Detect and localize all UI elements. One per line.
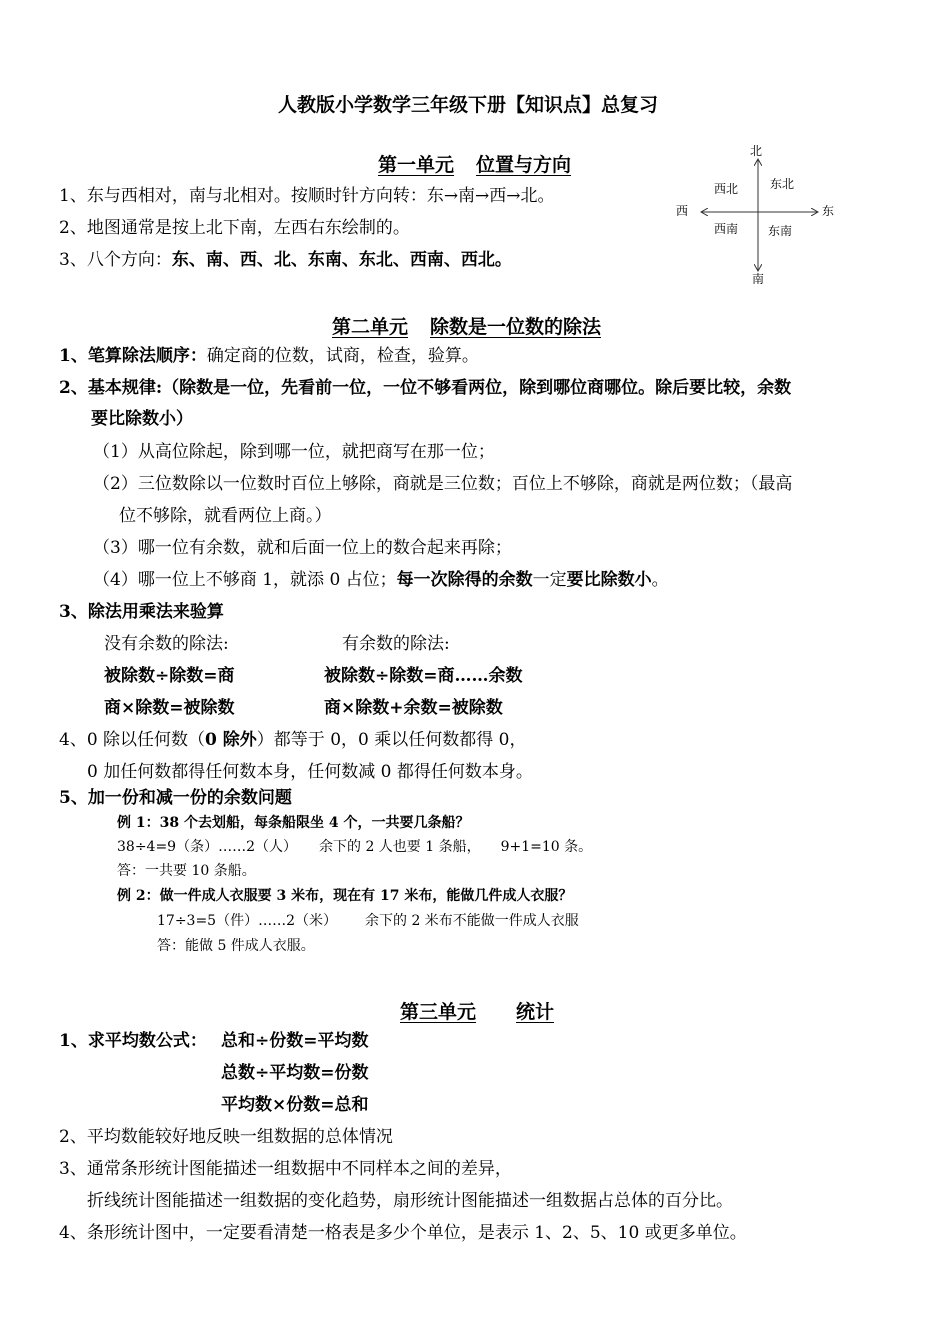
unit3-item1-prefix: 1、求平均数公式： <box>59 1031 207 1051</box>
example2-question: 例 2：做一件成人衣服要 3 米布，现在有 17 米布，能做几件成人衣服？ <box>117 888 573 904</box>
unit1-heading-topic: 位置与方向 <box>476 154 572 176</box>
unit3-heading <box>400 997 554 1024</box>
unit2-item1-text: 确定商的位数，试商，检查，验算。 <box>206 346 479 366</box>
compass-northeast-label: 东北 <box>770 177 795 191</box>
unit1-item1: 1、东与西相对，南与北相对。按顺时针方向转：东→南→西→北。 <box>59 186 555 206</box>
compass-south-label: 南 <box>752 272 765 286</box>
with-remainder-formula1: 被除数÷除数=商……余数 <box>324 666 523 686</box>
example1-sum: 9+1=10 条。 <box>500 839 593 855</box>
average-formula2: 总数÷平均数=份数 <box>221 1063 369 1083</box>
example2-answer: 答：能做 5 件成人衣服。 <box>157 938 315 954</box>
example2-calc: 17÷3=5（件）……2（米） <box>157 913 337 929</box>
unit2-item1 <box>59 345 479 367</box>
unit3-item4: 4、条形统计图中，一定要看清楚一格表是多少个单位，是表示 1、2、5、10 或更多单位。 <box>59 1223 747 1243</box>
unit2-heading-topic: 除数是一位数的除法 <box>430 316 602 338</box>
example1-answer: 答：一共要 10 条船。 <box>117 863 256 879</box>
unit2-sub3: （3）哪一位有余数，就和后面一位上的数合起来再除； <box>93 538 512 558</box>
unit2-sub4-c: 一定 <box>532 570 567 590</box>
compass-west-label: 西 <box>676 204 689 218</box>
with-remainder-label: 有余数的除法: <box>342 634 450 654</box>
unit2-item2-line1: 2、基本规律:（除数是一位，先看前一位，一位不够看两位，除到哪位商哪位。除后要比较，余数 <box>59 378 792 398</box>
unit1-item3-directions: 东、南、西、北、东南、东北、西南、西北。 <box>171 250 512 270</box>
unit2-sub4 <box>93 569 669 591</box>
unit2-heading-prefix: 第二单元 <box>332 316 409 338</box>
unit1-item2: 2、地图通常是按上北下南，左西右东绘制的。 <box>59 218 410 238</box>
compass-east-label: 东 <box>822 204 835 218</box>
unit1-heading <box>378 150 571 177</box>
document-title: 人教版小学数学三年级下册【知识点】总复习 <box>277 94 658 116</box>
unit2-sub4-d: 要比除数小 <box>566 570 652 590</box>
no-remainder-formula2: 商×除数=被除数 <box>104 698 235 718</box>
unit3-item3-line2: 折线统计图能描述一组数据的变化趋势，扇形统计图能描述一组数据占总体的百分比。 <box>87 1191 733 1211</box>
unit3-heading-topic: 统计 <box>516 1001 555 1023</box>
unit3-heading-prefix: 第三单元 <box>400 1001 477 1023</box>
unit2-sub2-line1: （2）三位数除以一位数时百位上够除，商就是三位数；百位上不够除，商就是两位数；（最高 <box>93 474 793 494</box>
unit2-item5: 5、加一份和减一份的余数问题 <box>59 788 292 808</box>
example1-calc: 38÷4=9（条）……2（人） <box>117 839 297 855</box>
unit3-item3-line1: 3、通常条形统计图能描述一组数据中不同样本之间的差异， <box>59 1159 512 1179</box>
unit1-item3-prefix: 3、八个方向： <box>59 250 172 270</box>
unit1-item3 <box>59 249 512 271</box>
average-formula1: 总和÷份数=平均数 <box>221 1031 369 1051</box>
unit2-heading <box>332 312 601 339</box>
unit2-item4-line2: 0 加任何数都得任何数本身，任何数减 0 都得任何数本身。 <box>87 762 533 782</box>
compass-arrows <box>672 142 844 288</box>
compass-southwest-label: 西南 <box>714 222 739 236</box>
example1-question: 例 1：38 个去划船，每条船限坐 4 个，一共要几条船？ <box>117 815 470 831</box>
no-remainder-formula1: 被除数÷除数=商 <box>104 666 235 686</box>
unit2-item3: 3、除法用乘法来验算 <box>59 602 224 622</box>
compass-northwest-label: 西北 <box>714 182 739 196</box>
unit1-heading-prefix: 第一单元 <box>378 154 455 176</box>
unit2-item4-b: 0 除外 <box>205 730 257 750</box>
unit3-item2: 2、平均数能较好地反映一组数据的总体情况 <box>59 1127 393 1147</box>
unit2-item4-a: 4、0 除以任何数（ <box>59 730 206 750</box>
unit2-item2-line2: 要比除数小） <box>91 409 193 429</box>
average-formula3: 平均数×份数=总和 <box>221 1095 369 1115</box>
unit2-sub1: （1）从高位除起，除到哪一位，就把商写在那一位； <box>93 442 495 462</box>
unit2-sub4-a: （4）哪一位上不够商 1，就添 0 占位； <box>93 570 397 590</box>
with-remainder-formula2: 商×除数+余数=被除数 <box>324 698 503 718</box>
compass-diagram <box>672 142 844 288</box>
no-remainder-label: 没有余数的除法: <box>104 634 229 654</box>
unit2-sub4-b: 每一次除得的余数 <box>396 570 533 590</box>
unit2-item1-label: 1、笔算除法顺序： <box>59 346 207 366</box>
example2-calculation <box>157 911 579 931</box>
example2-note: 余下的 2 米布不能做一件成人衣服 <box>365 913 579 929</box>
unit2-sub4-e: 。 <box>651 570 669 590</box>
compass-southeast-label: 东南 <box>768 224 793 238</box>
compass-north-label: 北 <box>750 144 763 158</box>
unit2-item4-line1 <box>59 729 526 751</box>
unit2-sub2-line2: 位不够除，就看两位上商。） <box>119 506 332 526</box>
unit2-item4-c: ）都等于 0，0 乘以任何数都得 0， <box>256 730 527 750</box>
example1-calculation <box>117 837 592 857</box>
example1-note: 余下的 2 人也要 1 条船， <box>319 839 481 855</box>
